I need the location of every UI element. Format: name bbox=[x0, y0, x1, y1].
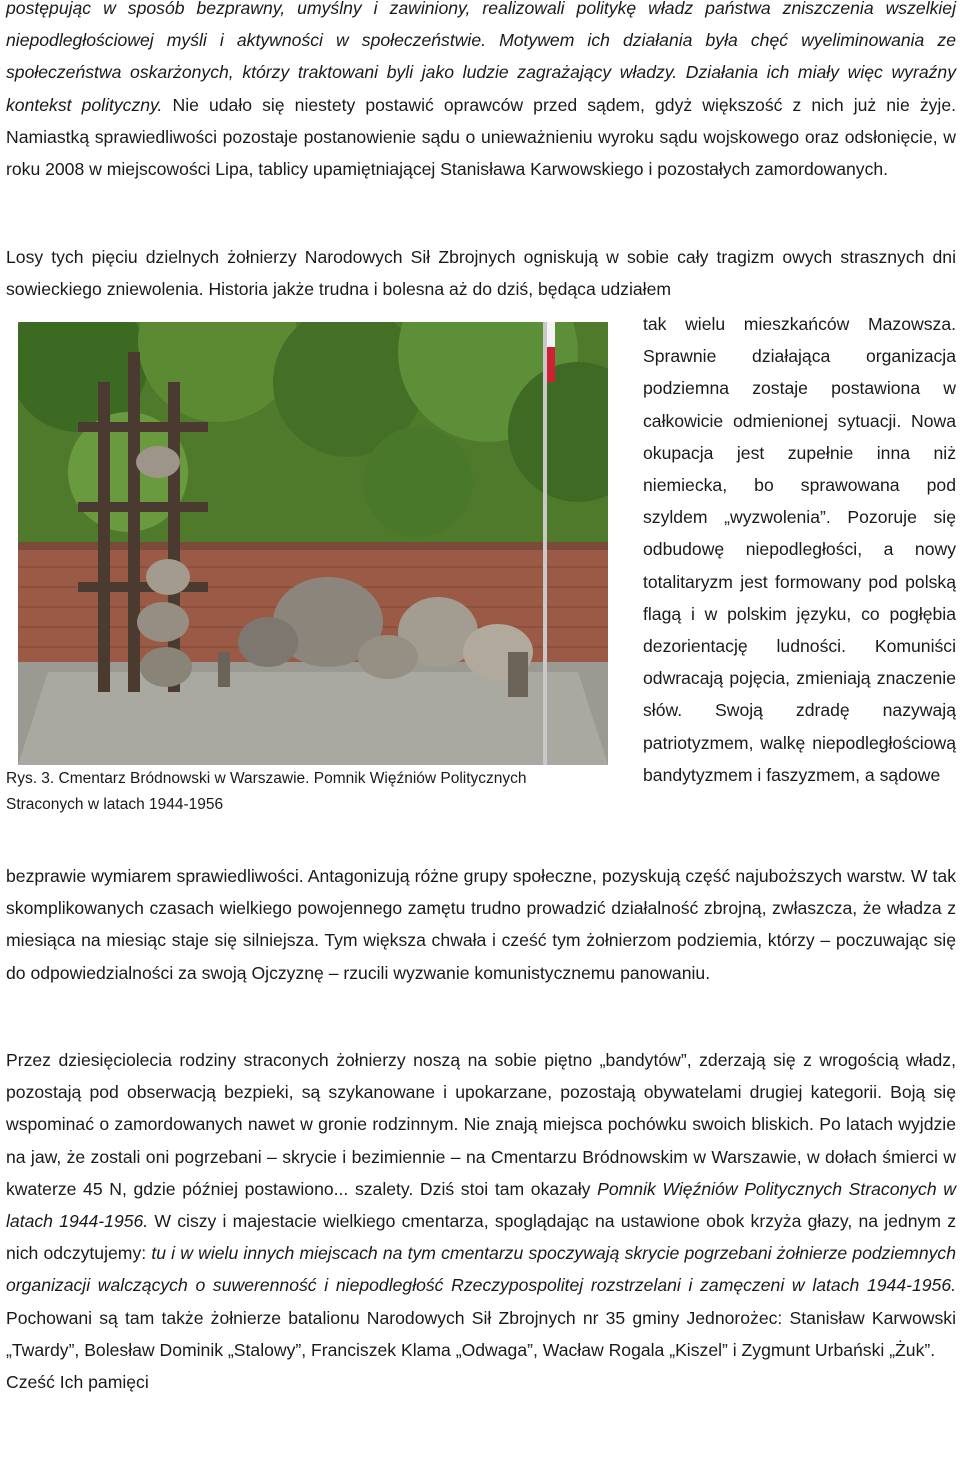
paragraph-3 bbox=[6, 1044, 956, 1398]
paragraph-3-part3: Pochowani są tam także żołnierze batalionu Narodowych Sił Zbrojnych nr 35 gminy Jednorożec: Stanisław Karwowski „Twardy”, Bolesław Dominik „Stalowy”, Franciszek Klama „Odwaga”, Wacław Rogala „Kiszel” i Zygmunt Urbański „Żuk”. bbox=[6, 1307, 956, 1360]
monument-photo-illustration bbox=[18, 322, 608, 765]
figure-caption: Rys. 3. Cmentarz Bródnowski w Warszawie. Pomnik Więźniów Politycznych Straconych w latach 1944-1956 bbox=[6, 770, 527, 813]
paragraph-2-side: tak wielu mieszkańców Mazowsza. Sprawnie działająca organizacja podziemna zostaje postawiona w całkowicie odmienionej sytuacji. Nowa okupacja jest zupełnie inna niż niemiecka, bo sprawowana pod szyldem „wyzwolenia”. Pozoruje się odbudowę niepodległości, a nowy totalitaryzm jest formowany pod polską flagą i w polskim języku, co pogłębia dezorientację ludności. Komuniści odwracają pojęcia, zmieniają znaczenie słów. Swoją zdradę nazywają patriotyzmem, walkę niepodległościową bandytyzmem i faszyzmem, a sądowe bbox=[643, 314, 956, 785]
closing-line: Cześć Ich pamięci bbox=[6, 1372, 149, 1393]
monument-name: Pomnik Więźniów Politycznych Straconych w latach 1944-1956. bbox=[6, 1178, 956, 1232]
paragraph-1 bbox=[6, 0, 956, 185]
paragraph-3-part2: W ciszy i majestacie wielkiego cmentarza, spoglądając na ustawione obok krzyża głazy, na jednym z nich odczytujemy: bbox=[6, 1211, 956, 1264]
paragraph-2-top: Losy tych pięciu dzielnych żołnierzy Narodowych Sił Zbrojnych ogniskują w sobie cały tragizm owych strasznych dni sowieckiego zniewolenia. Historia jakże trudna i bolesna aż do dziś, będąca udziałem bbox=[6, 247, 956, 300]
monument-photo bbox=[18, 322, 608, 765]
paragraph-1-text: Nie udało się niestety postawić oprawców przed sądem, gdyż większość z nich już nie żyje. Namiastką sprawiedliwości pozostaje postanowienie sądu o unieważnieniu wyroku sądu wojskowego oraz odsłonięcie, w roku 2008 w miejscowości Lipa, tablicy upamiętniającej Stanisława Karwowskiego i pozostałych zamordowanych. bbox=[6, 94, 956, 180]
paragraph-3-part1: Przez dziesięciolecia rodziny straconych żołnierzy noszą na sobie piętno „bandytów”, zderzają się z wrogością władz, pozostają pod obserwacją bezpieki, są szykanowane i upokarzane, pozostają obywatelami drugiej kategorii. Boją się wspominać o zamordowanych nawet w gronie rodzinnym. Nie znają miejsca pochówku swoich bliskich. Po latach wyjdzie na jaw, że zostali oni pogrzebani – skrycie i bezimiennie – na Cmentarzu Bródnowskim w Warszawie, w dołach śmierci w kwaterze 45 N, gdzie później postawiono... szalety. Dziś stoi tam okazały bbox=[6, 1050, 956, 1199]
paragraph-1-italic: postępując w sposób bezprawny, umyślny i zawiniony, realizowali politykę władz państwa zniszczenia wszelkiej niepodległościowej myśli i aktywności w społeczeństwie. Motywem ich działania była chęć wyeliminowania ze społeczeństwa oskarżonych, którzy traktowani byli jako ludzie zagrażający władzy. Działania ich miały więc wyraźny kontekst polityczny. bbox=[6, 0, 956, 115]
inscription-text: tu i w wielu innych miejscach na tym cmentarzu spoczywają skrycie pogrzebani żołnierze podziemnych organizacji walczących o suwerenność i niepodległość Rzeczypospolitej rozstrzelani i zamęczeni w latach 1944-1956. bbox=[6, 1243, 956, 1296]
paragraph-2-bottom: bezprawie wymiarem sprawiedliwości. Antagonizują różne grupy społeczne, pozyskują część najuboższych warstw. W tak skomplikowanych czasach wielkiego powojennego zamętu trudno prowadzić działalność zbrojną, zwłaszcza, że władza z miesiąca na miesiąc staje się silniejsza. Tym większa chwała i cześć tym żołnierzom podziemia, którzy – poczuwając się do odpowiedzialności za swoją Ojczyznę – rzucili wyzwanie komunistycznemu panowaniu. bbox=[6, 866, 956, 983]
